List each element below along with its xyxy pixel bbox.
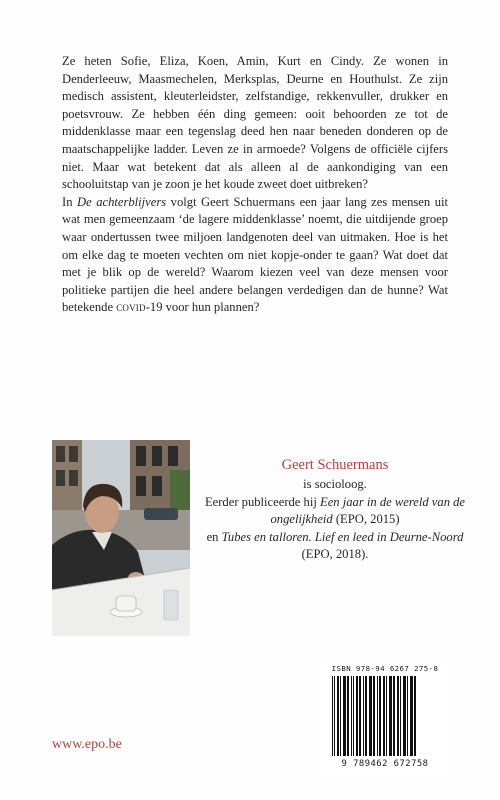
barcode-bar xyxy=(347,676,349,756)
barcode-bar xyxy=(410,676,413,756)
barcode-bar xyxy=(414,676,416,756)
book-title: De achterblijvers xyxy=(77,194,167,209)
author-name: Geert Schuermans xyxy=(281,457,389,473)
barcode-bar xyxy=(397,676,399,756)
isbn-label: ISBN 978-94 6267 275-8 xyxy=(331,664,439,673)
barcode-bar xyxy=(393,676,395,756)
barcode-bar xyxy=(365,676,367,756)
barcode-bar xyxy=(386,676,387,756)
blurb-p2-start: In xyxy=(62,194,77,209)
blurb-paragraph-1: Ze heten Sofie, Eliza, Koen, Amin, Kurt en Cindy. Ze wonen in Denderleeuw, Maasmechelen, Merksplas, Deurne en Houthulst. Ze zijn medisch assistent, kleuterleidster, zelfstandige, rekkenvuller, drukker en poetsvrouw. Ze hebben één ding gemeen: ooit behoorden ze tot de middenklasse maar een tegenslag deed hen naar beneden donderen op de maatschappelijke ladder. Leven ze in armoede? Volgens de officiële cijfers niet. Maar wat betekent dat als alleen al de aankondiging van een schooluitstap van je zoon je het koude zweet doet uitbreken? xyxy=(62,54,448,192)
barcode-bar xyxy=(369,676,372,756)
barcode-bar xyxy=(373,676,375,756)
earlier-book-2: Tubes en talloren. Lief en leed in Deurne-Noord xyxy=(221,529,464,544)
barcode-bar xyxy=(359,676,361,756)
blurb-paragraph-2 xyxy=(62,194,448,317)
barcode-bar xyxy=(379,676,381,756)
covid-term: covid xyxy=(116,300,146,315)
blurb-p2-end: -19 voor hun plannen? xyxy=(145,300,260,315)
publisher-website[interactable]: www.epo.be xyxy=(52,737,122,752)
barcode-bar xyxy=(334,676,335,756)
barcode-bar xyxy=(377,676,378,756)
earlier-book-2-pub: (EPO, 2018). xyxy=(301,547,369,562)
barcode-bar xyxy=(351,676,352,756)
author-photo xyxy=(52,440,190,636)
barcode-bar xyxy=(383,676,385,756)
barcode-bar xyxy=(356,676,358,756)
barcode-bar xyxy=(332,676,333,756)
barcode-bar xyxy=(363,676,364,756)
author-bio xyxy=(200,456,470,564)
barcode-bar xyxy=(353,676,354,756)
barcode-bar xyxy=(389,676,392,756)
barcode-bar xyxy=(400,676,401,756)
author-role: is socioloog. xyxy=(303,477,367,491)
barcode-bar xyxy=(407,676,408,756)
bio-earlier: Eerder publiceerde hij xyxy=(204,494,320,509)
earlier-book-1: Een jaar in de wereld van de ongelijkheid xyxy=(270,494,466,527)
back-cover-blurb xyxy=(62,53,448,317)
blurb-p2-middle: volgt Geert Schuermans een jaar lang zes mensen uit wat men gemeenzaam ‘de lagere middenklasse’ noemt, die uitdijende groep waar ondertussen twee miljoen landgenoten deel van uitmaken. Hoe is het om elke dag te moeten vechten om niet kopje-onder te gaan? Wat doet dat met je blik op de wereld? Waarom kiezen veel van deze mensen voor politieke partijen die heel andere belangen verdedigen dan de hunne? Wat betekende xyxy=(62,194,448,315)
barcode-bar xyxy=(337,676,339,756)
isbn-barcode xyxy=(320,664,450,772)
barcode-bar xyxy=(340,676,341,756)
bio-and: en xyxy=(206,529,222,544)
earlier-book-1-pub: (EPO, 2015) xyxy=(332,512,400,527)
barcode-bars xyxy=(320,664,450,772)
barcode-bar xyxy=(403,676,406,756)
barcode-bar xyxy=(343,676,346,756)
barcode-number: 9 789462 672758 xyxy=(341,759,429,769)
